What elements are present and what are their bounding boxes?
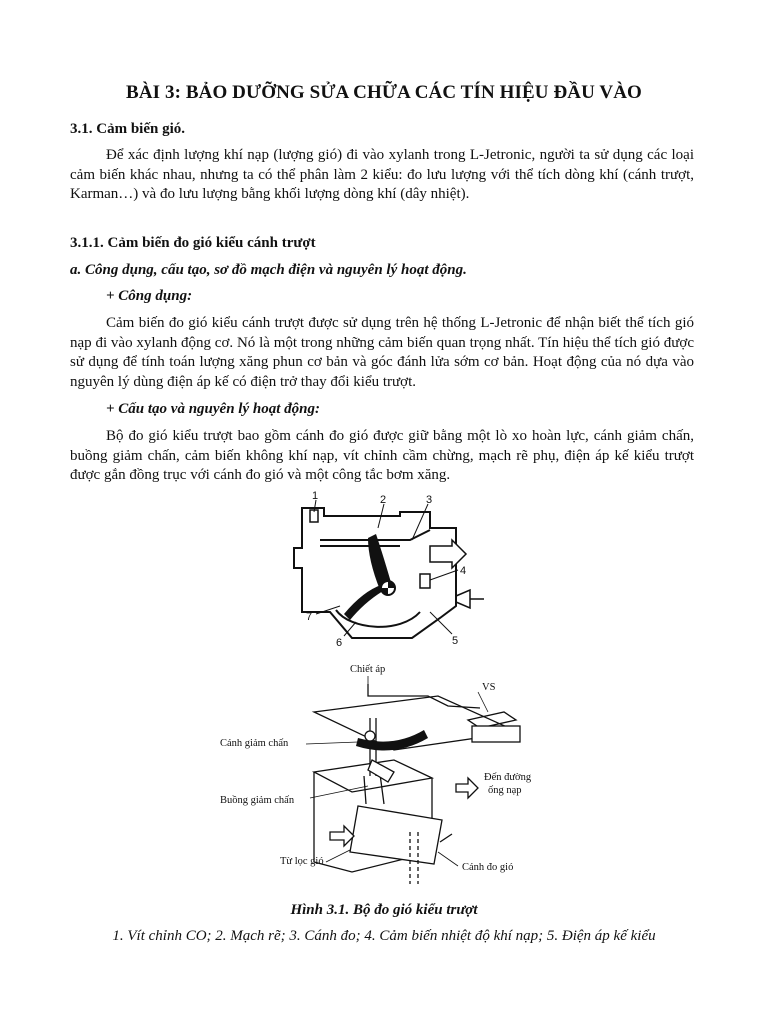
label-tu-loc-gio: Từ lọc gió xyxy=(280,856,324,867)
figure-label-5: 5 xyxy=(452,635,459,647)
section-heading-3-1: 3.1. Cảm biến gió. xyxy=(70,121,186,137)
use-paragraph: Cảm biến đo gió kiểu cánh trượt được sử dụng trên hệ thống L-Jetronic để nhận biết thể tích gió nạp đi vào xylanh động cơ. Nó là một trong những cảm biến quan trọng nhất. Tín hiệu thể tích gió được sử dụng để tính toán lượng xăng phun cơ bản và góc đánh lửa sớm cơ bản. Hoạt động của nó dựa vào nguyên lý dùng điện áp kế có điện trở thay đổi kiểu trượt. xyxy=(70,315,694,390)
figure-caption: Hình 3.1. Bộ đo gió kiểu trượt xyxy=(290,902,478,918)
label-canh-do-gio: Cánh đo gió xyxy=(462,862,514,873)
section-heading-3-1-1: 3.1.1. Cảm biến đo gió kiểu cánh trượt xyxy=(70,235,316,251)
label-vs: VS xyxy=(482,682,496,693)
figure-label-2: 2 xyxy=(380,494,387,506)
figure-label-4: 4 xyxy=(460,565,467,577)
label-canh-giam-chan: Cánh giảm chấn xyxy=(220,738,289,749)
page-title: BÀI 3: BẢO DƯỠNG SỬA CHỮA CÁC TÍN HIỆU ĐẦU VÀO xyxy=(126,82,642,103)
label-den-duong: Đến đường xyxy=(484,772,532,783)
figure-label-3: 3 xyxy=(426,494,433,506)
label-ong-nap: ống nạp xyxy=(488,785,522,796)
vane-meter-schematic-figure xyxy=(218,656,554,892)
structure-paragraph: Bộ đo gió kiểu trượt bao gồm cánh đo gió được giữ bằng một lò xo hoàn lực, cánh giảm chấn, buồng giảm chấn, cảm biến không khí nạp, vít chỉnh cầm chừng, mạch rẽ phụ, điện áp kế kiểu trượt được gắn đồng trục với cánh đo gió và một công tắc bơm xăng. xyxy=(70,428,694,483)
figure-label-1: 1 xyxy=(312,490,319,502)
vane-meter-cross-section-figure xyxy=(280,488,488,648)
figure-label-6: 6 xyxy=(336,637,343,648)
label-buong-giam-chan: Buồng giảm chấn xyxy=(220,795,295,806)
heading-use: + Công dụng: xyxy=(106,288,193,304)
heading-structure: + Cấu tạo và nguyên lý hoạt động: xyxy=(106,401,320,417)
subsection-heading-a: a. Công dụng, cấu tạo, sơ đồ mạch điện và nguyên lý hoạt động. xyxy=(70,262,467,278)
label-chiet-ap: Chiết áp xyxy=(350,664,386,675)
intro-paragraph: Để xác định lượng khí nạp (lượng gió) đi vào xylanh trong L-Jetronic, người ta sử dụng các loại cảm biến khác nhau, nhưng ta có thể phân làm 2 kiểu: đo lưu lượng với thể tích dòng khí (cánh trượt, Karman…) và đo lưu lượng bằng khối lượng dòng khí (dây nhiệt). xyxy=(70,147,694,202)
figure-legend: 1. Vít chỉnh CO; 2. Mạch rẽ; 3. Cánh đo; 4. Cảm biến nhiệt độ khí nạp; 5. Điện áp kế kiểu xyxy=(112,928,656,944)
figure-label-7: 7 xyxy=(306,611,313,623)
